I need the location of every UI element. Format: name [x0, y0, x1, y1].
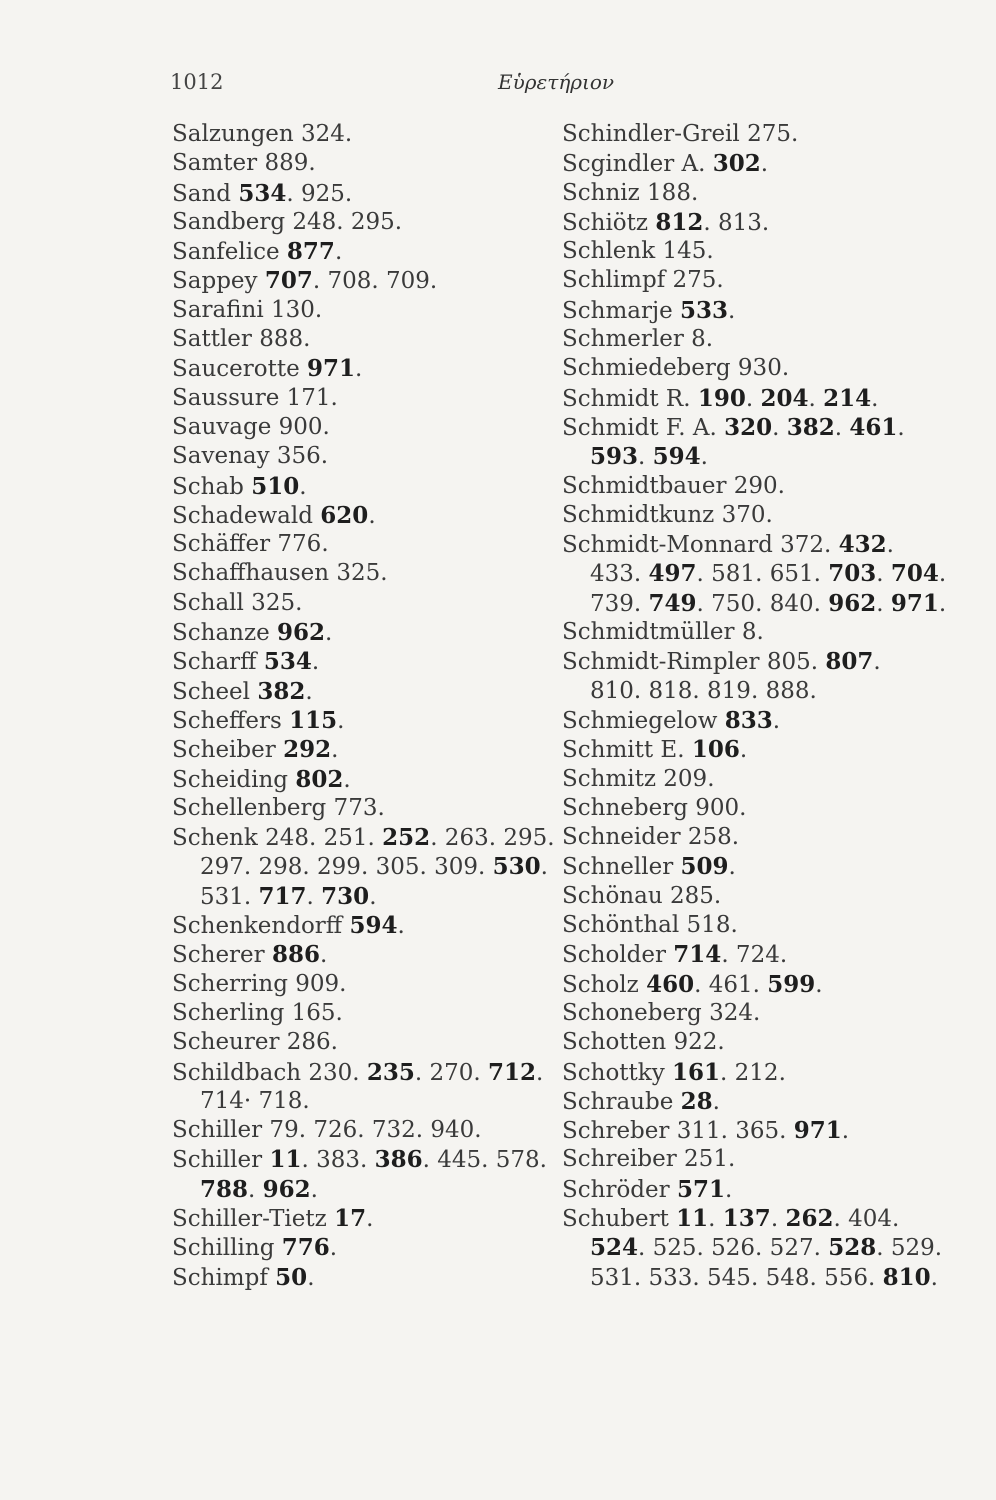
- index-entry-continuation: [562, 442, 942, 471]
- bold-page-reference: 810: [882, 1263, 931, 1291]
- index-entry: [172, 354, 542, 383]
- index-entry: [172, 677, 542, 706]
- entry-text: 739.: [590, 590, 649, 617]
- entry-text: .: [305, 678, 313, 705]
- index-entry: [172, 472, 542, 501]
- index-entry: [172, 501, 542, 530]
- entry-text: Savenay 356.: [172, 443, 329, 470]
- index-entry: [562, 149, 942, 178]
- bold-page-reference: 432: [838, 531, 887, 559]
- entry-text: . 724.: [721, 942, 788, 969]
- running-head: Εὑρετήριον: [498, 70, 615, 94]
- index-entry: [172, 618, 542, 647]
- entry-text: .: [369, 883, 377, 910]
- entry-text: Schiötz: [562, 209, 656, 236]
- entry-text: Schmidt-Monnard 372.: [562, 532, 839, 559]
- entry-text: Schönau 285.: [562, 882, 722, 909]
- entry-text: Schmidtmüller 8.: [562, 619, 764, 646]
- entry-text: .: [397, 913, 405, 940]
- entry-text: 531.: [200, 883, 259, 910]
- entry-text: Schneider 258.: [562, 824, 740, 851]
- entry-text: .: [331, 737, 339, 764]
- entry-text: .: [368, 502, 376, 529]
- index-entry: [172, 149, 542, 178]
- bold-page-reference: 190: [697, 384, 746, 412]
- index-entry: [562, 208, 942, 237]
- entry-text: Scharff: [172, 649, 264, 676]
- entry-text: 531. 533. 545. 548. 556.: [590, 1264, 883, 1291]
- index-entry-continuation: [172, 1087, 542, 1116]
- entry-text: .: [876, 590, 891, 617]
- bold-page-reference: 886: [271, 941, 320, 969]
- entry-text: 810. 818. 819. 888.: [590, 677, 817, 704]
- entry-text: . 708. 709.: [312, 268, 438, 295]
- entry-text: Schall 325.: [172, 589, 303, 616]
- bold-page-reference: 262: [785, 1204, 834, 1232]
- bold-page-reference: 962: [828, 589, 877, 617]
- bold-page-reference: 776: [281, 1234, 330, 1262]
- bold-page-reference: 971: [793, 1117, 842, 1145]
- index-entry: [562, 413, 942, 442]
- bold-page-reference: 530: [492, 853, 541, 881]
- index-entry: [562, 1116, 942, 1145]
- entry-text: Schmiedeberg 930.: [562, 355, 790, 382]
- entry-text: Schaffhausen 325.: [172, 560, 388, 587]
- index-entry: [562, 501, 942, 530]
- bold-page-reference: 252: [382, 824, 431, 852]
- entry-text: Schlenk 145.: [562, 238, 714, 265]
- entry-text: Scheurer 286.: [172, 1029, 338, 1056]
- index-entry: [562, 706, 942, 735]
- index-entry-continuation: [562, 559, 947, 588]
- entry-text: .: [325, 620, 333, 647]
- entry-text: Scherring 909.: [172, 970, 347, 997]
- bold-page-reference: 599: [767, 970, 816, 998]
- bold-page-reference: 28: [680, 1087, 713, 1115]
- entry-text: . 925.: [286, 180, 353, 207]
- entry-text: .: [770, 1205, 786, 1232]
- bold-page-reference: 214: [823, 384, 872, 412]
- entry-text: Schönthal 518.: [562, 912, 738, 939]
- index-entry: [172, 765, 542, 794]
- bold-page-reference: 509: [680, 853, 729, 881]
- entry-text: .: [334, 239, 343, 266]
- bold-page-reference: 877: [286, 238, 335, 266]
- index-entry: [562, 970, 942, 999]
- index-entry: [562, 1028, 942, 1057]
- entry-text: .: [841, 1118, 850, 1145]
- index-entry: [172, 911, 542, 940]
- bold-page-reference: 571: [676, 1175, 725, 1203]
- entry-text: . 525. 526. 527.: [638, 1235, 829, 1262]
- entry-text: Schmidt F. A.: [562, 414, 725, 441]
- entry-text: Scheffers: [172, 707, 290, 734]
- entry-text: Schiller 79. 726. 732. 940.: [172, 1117, 482, 1144]
- entry-text: .: [638, 444, 653, 471]
- index-entry-continuation: [172, 882, 542, 911]
- entry-text: Schreiber 251.: [562, 1146, 736, 1173]
- index-entry: [172, 940, 542, 969]
- index-entry: [562, 237, 942, 266]
- entry-text: Saussure 171.: [172, 384, 338, 411]
- entry-text: Schmidtbauer 290.: [562, 472, 785, 499]
- index-entry: [562, 1145, 942, 1174]
- entry-text: .: [930, 1264, 938, 1291]
- entry-text: .: [728, 854, 736, 881]
- index-entry: [172, 325, 542, 354]
- bold-page-reference: 704: [890, 560, 939, 588]
- bold-page-reference: 161: [672, 1058, 721, 1086]
- index-entry: [562, 266, 942, 295]
- entry-text: Sauvage 900.: [172, 413, 330, 440]
- index-entry: [562, 179, 942, 208]
- entry-text: Schmidt-Rimpler 805.: [562, 649, 826, 676]
- entry-text: Schenkendorff: [172, 913, 350, 940]
- index-entry: [172, 823, 555, 852]
- index-entry-continuation: [562, 1233, 942, 1262]
- entry-text: Scheiding: [172, 766, 296, 793]
- entry-text: .: [299, 473, 307, 500]
- entry-text: Schmidtkunz 370.: [562, 501, 773, 528]
- index-entry: [172, 266, 542, 295]
- bold-page-reference: 524: [590, 1234, 639, 1262]
- entry-text: Schellenberg 773.: [172, 794, 385, 821]
- entry-text: Schmitt E.: [562, 737, 692, 764]
- index-entry: [172, 735, 542, 764]
- bold-page-reference: 235: [366, 1058, 415, 1086]
- entry-text: .: [871, 385, 879, 412]
- bold-page-reference: 320: [724, 413, 773, 441]
- entry-text: Scgindler A.: [562, 151, 713, 178]
- entry-text: .: [772, 707, 781, 734]
- bold-page-reference: 594: [652, 443, 701, 471]
- bold-page-reference: 50: [275, 1263, 308, 1291]
- bold-page-reference: 534: [263, 648, 312, 676]
- index-entry: [562, 296, 942, 325]
- index-entry-continuation: [172, 852, 548, 881]
- entry-text: .: [876, 561, 891, 588]
- entry-text: . 581. 651.: [696, 561, 829, 588]
- entry-text: Sandberg 248. 295.: [172, 208, 403, 235]
- bold-page-reference: 386: [374, 1146, 423, 1174]
- entry-text: .: [724, 1176, 733, 1203]
- index-entry: [562, 940, 942, 969]
- index-entry-continuation: [172, 1175, 542, 1204]
- entry-text: Saucerotte: [172, 356, 308, 383]
- index-entry: [562, 765, 942, 794]
- entry-text: .: [739, 737, 748, 764]
- entry-text: Schanze: [172, 620, 278, 647]
- entry-text: Schmitz 209.: [562, 765, 715, 792]
- bold-page-reference: 17: [334, 1204, 367, 1232]
- index-column-right: [562, 120, 947, 1292]
- index-entry: [172, 999, 542, 1028]
- bold-page-reference: 962: [262, 1175, 311, 1203]
- entry-text: Sattler 888.: [172, 326, 311, 353]
- entry-text: .: [320, 942, 328, 969]
- bold-page-reference: 593: [590, 443, 639, 471]
- bold-page-reference: 807: [825, 648, 874, 676]
- entry-text: Scherer: [172, 942, 272, 969]
- entry-text: .: [712, 1088, 720, 1115]
- entry-text: Schiller-Tietz: [172, 1205, 335, 1232]
- entry-text: .: [745, 385, 761, 412]
- index-entry: [562, 354, 942, 383]
- entry-text: Sappey: [172, 268, 265, 295]
- bold-page-reference: 510: [251, 472, 300, 500]
- entry-text: 714· 718.: [200, 1087, 310, 1114]
- index-entry: [172, 1204, 542, 1233]
- entry-text: .: [700, 444, 708, 471]
- bold-page-reference: 971: [307, 355, 356, 383]
- index-entry: [172, 413, 542, 442]
- index-column-left: [172, 120, 555, 1292]
- entry-text: Schneberg 900.: [562, 794, 747, 821]
- bold-page-reference: 620: [320, 501, 369, 529]
- entry-text: .: [938, 561, 947, 588]
- bold-page-reference: 534: [238, 179, 287, 207]
- bold-page-reference: 382: [786, 413, 835, 441]
- entry-text: 297. 298. 299. 305. 309.: [200, 854, 493, 881]
- entry-text: Schmiegelow: [562, 707, 725, 734]
- index-entry: [172, 970, 542, 999]
- entry-text: Schotten 922.: [562, 1029, 725, 1056]
- entry-text: Schniz 188.: [562, 179, 699, 206]
- bold-page-reference: 971: [890, 589, 939, 617]
- bold-page-reference: 460: [646, 970, 695, 998]
- index-entry: [172, 1028, 542, 1057]
- index-entry: [172, 296, 542, 325]
- entry-text: .: [310, 1176, 318, 1203]
- index-entry: [172, 384, 542, 413]
- entry-text: Sanfelice: [172, 239, 287, 266]
- index-entry: [562, 882, 942, 911]
- entry-text: . 270.: [414, 1059, 489, 1086]
- entry-text: Schäffer 776.: [172, 531, 329, 558]
- index-entry: [562, 647, 942, 676]
- index-entry: [562, 1175, 942, 1204]
- entry-text: .: [329, 1235, 338, 1262]
- index-entry: [562, 823, 942, 852]
- entry-text: Schreber 311. 365.: [562, 1118, 794, 1145]
- index-entry: [562, 530, 942, 559]
- bold-page-reference: 11: [269, 1146, 302, 1174]
- entry-text: Samter 889.: [172, 150, 316, 177]
- index-entry: [172, 120, 542, 149]
- bold-page-reference: 703: [828, 560, 877, 588]
- entry-text: Schadewald: [172, 502, 321, 529]
- bold-page-reference: 788: [200, 1175, 249, 1203]
- bold-page-reference: 802: [295, 765, 344, 793]
- entry-text: Schoneberg 324.: [562, 999, 761, 1026]
- entry-text: Schneller: [562, 854, 681, 881]
- index-entry-continuation: [562, 589, 947, 618]
- entry-text: . 750. 840.: [696, 590, 829, 617]
- index-entry: [172, 237, 542, 266]
- entry-text: .: [760, 151, 769, 178]
- index-entry: [172, 179, 542, 208]
- entry-text: . 212.: [720, 1059, 786, 1086]
- entry-text: .: [873, 649, 881, 676]
- entry-text: . 404.: [833, 1205, 900, 1232]
- entry-text: .: [886, 532, 894, 559]
- entry-text: .: [540, 854, 548, 881]
- entry-text: Schraube: [562, 1088, 681, 1115]
- index-entry: [562, 1058, 942, 1087]
- entry-text: . 529.: [876, 1235, 943, 1262]
- bold-page-reference: 714: [673, 941, 722, 969]
- index-entry: [172, 208, 542, 237]
- index-entry: [172, 1145, 547, 1174]
- entry-text: .: [808, 385, 824, 412]
- index-entry: [562, 472, 942, 501]
- entry-text: . 383.: [301, 1147, 375, 1174]
- entry-text: Schindler-Greil 275.: [562, 121, 799, 147]
- bold-page-reference: 962: [277, 619, 326, 647]
- index-entry: [172, 706, 542, 735]
- index-entry: [172, 559, 542, 588]
- index-entry-continuation: [562, 1263, 942, 1292]
- bold-page-reference: 812: [655, 208, 704, 236]
- entry-text: Schubert: [562, 1205, 677, 1232]
- entry-text: .: [343, 766, 351, 793]
- entry-text: Schenk 248. 251.: [172, 825, 383, 852]
- entry-text: .: [772, 414, 787, 441]
- bold-page-reference: 707: [264, 267, 313, 295]
- entry-text: Scheiber: [172, 737, 284, 764]
- entry-text: .: [307, 1264, 315, 1291]
- bold-page-reference: 594: [349, 912, 398, 940]
- index-entry: [172, 530, 542, 559]
- entry-text: .: [366, 1205, 374, 1232]
- index-entry: [562, 999, 942, 1028]
- entry-text: Schmidt R.: [562, 385, 698, 412]
- bold-page-reference: 137: [722, 1204, 771, 1232]
- entry-text: .: [306, 883, 322, 910]
- bold-page-reference: 115: [289, 706, 338, 734]
- entry-text: .: [708, 1205, 723, 1232]
- entry-text: .: [536, 1059, 544, 1086]
- entry-text: .: [311, 649, 320, 676]
- page-number: 1012: [170, 70, 224, 94]
- entry-text: . 813.: [703, 209, 770, 236]
- entry-text: Schmarje: [562, 297, 681, 324]
- index-entry: [172, 442, 542, 471]
- entry-text: . 263. 295.: [430, 825, 555, 852]
- entry-text: .: [938, 590, 947, 617]
- entry-text: .: [248, 1176, 263, 1203]
- entry-text: Schröder: [562, 1176, 677, 1203]
- bold-page-reference: 533: [680, 296, 729, 324]
- index-entry: [172, 794, 542, 823]
- index-entry: [172, 1058, 542, 1087]
- index-entry: [562, 618, 942, 647]
- index-entry: [562, 735, 942, 764]
- entry-text: Sarafini 130.: [172, 296, 323, 323]
- bold-page-reference: 528: [828, 1234, 877, 1262]
- index-entry: [562, 1204, 942, 1233]
- bold-page-reference: 749: [648, 589, 697, 617]
- bold-page-reference: 292: [283, 736, 332, 764]
- entry-text: Scherling 165.: [172, 999, 343, 1026]
- entry-text: .: [834, 414, 850, 441]
- entry-text: .: [355, 356, 363, 383]
- entry-text: Schab: [172, 473, 252, 500]
- entry-text: Schmerler 8.: [562, 326, 714, 353]
- entry-text: Schimpf: [172, 1264, 276, 1291]
- index-entry: [562, 911, 942, 940]
- bold-page-reference: 833: [724, 706, 773, 734]
- entry-text: Scholder: [562, 942, 674, 969]
- bold-page-reference: 730: [321, 882, 370, 910]
- bold-page-reference: 717: [258, 882, 307, 910]
- entry-text: . 461.: [694, 971, 768, 998]
- bold-page-reference: 302: [712, 150, 761, 178]
- entry-text: Scholz: [562, 971, 647, 998]
- bold-page-reference: 461: [849, 413, 898, 441]
- bold-page-reference: 106: [691, 736, 740, 764]
- entry-text: Schottky: [562, 1059, 673, 1086]
- entry-text: Scheel: [172, 678, 258, 705]
- entry-text: Schiller: [172, 1147, 270, 1174]
- entry-text: .: [337, 707, 345, 734]
- entry-text: . 445. 578.: [422, 1147, 547, 1174]
- bold-page-reference: 382: [257, 677, 306, 705]
- index-entry: [562, 120, 942, 149]
- entry-text: .: [897, 414, 905, 441]
- entry-text: Schlimpf 275.: [562, 267, 724, 294]
- entry-text: Sand: [172, 180, 239, 207]
- entry-text: .: [728, 297, 736, 324]
- index-entry: [562, 1087, 942, 1116]
- index-entry-continuation: [562, 677, 942, 706]
- entry-text: .: [815, 971, 823, 998]
- entry-text: Salzungen 324.: [172, 121, 353, 147]
- bold-page-reference: 712: [488, 1058, 537, 1086]
- index-entry: [172, 1233, 542, 1262]
- index-entry: [562, 325, 942, 354]
- index-entry: [562, 794, 942, 823]
- index-entry: [172, 589, 542, 618]
- entry-text: Schildbach 230.: [172, 1059, 367, 1086]
- index-entry: [562, 384, 942, 413]
- entry-text: 433.: [590, 561, 649, 588]
- index-entry: [172, 1263, 542, 1292]
- bold-page-reference: 11: [676, 1204, 709, 1232]
- index-entry: [172, 647, 542, 676]
- index-entry: [562, 852, 942, 881]
- bold-page-reference: 204: [760, 384, 809, 412]
- bold-page-reference: 497: [648, 560, 697, 588]
- index-entry: [172, 1116, 542, 1145]
- entry-text: Schilling: [172, 1235, 282, 1262]
